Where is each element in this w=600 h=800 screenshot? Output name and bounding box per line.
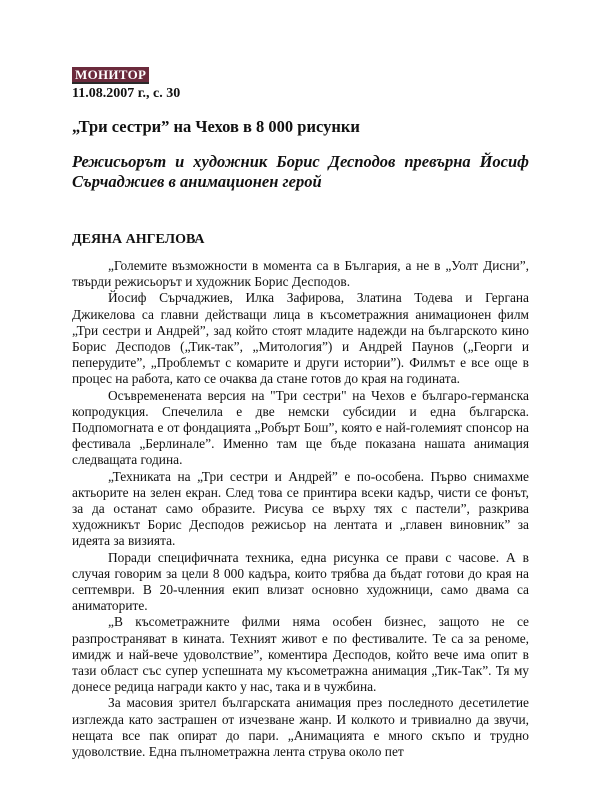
paragraph-1: „Големите възможности в момента са в България, а не в „Уолт Дисни”, твърди режисьорът и художник Борис Десподов. (72, 258, 529, 290)
article-page (72, 66, 529, 760)
publication-logo: МОНИТОР (72, 67, 149, 84)
paragraph-3: Осъвременената версия на "Три сестри" на Чехов е българо-германска копродукция. Спечелила е две немски субсидии и една българска. Подпомогната е от фондацията „Робърт Бош”, която е най-големият спонсор на фестивала „Берлинале”. Именно там ще бъде показана нашата анимация следващата година. (72, 387, 529, 468)
dateline: 11.08.2007 г., с. 30 (72, 86, 181, 101)
article-title: „Три сестри” на Чехов в 8 000 рисунки (72, 117, 360, 136)
paragraph-4: „Техниката на „Три сестри и Андрей” е по-особена. Първо снимахме актьорите на зелен екран. След това се принтира всеки кадър, чисти се фонът, за да останат само образите. Рисува се върху тях с пастели”, разкрива художникът Борис Десподов режисьор на лентата и „главен виновник” за идеята за визията. (72, 468, 529, 549)
paragraph-6: „В късометражните филми няма особен бизнес, защото не се разпространяват в кината. Техният живот е по фестивалите. Те са за реноме, имидж и най-вече удоволствие”, коментира Десподов, който вече има опит в тази област със супер успешната му късометражна анимация „Тик-Так”. Тя му донесе редица награди както у нас, така и в чужбина. (72, 614, 529, 695)
paragraph-5: Поради специфичната техника, една рисунка се прави с часове. А в случая говорим за цели 8 000 кадъра, които трябва да бъдат готови до края на септември. В 20-членния екип влизат основно художници, само двама са аниматорите. (72, 549, 529, 614)
paragraph-7: За масовия зрител българската анимация през последното десетилетие изглежда като застрашен от изчезване жанр. И колкото и тривиално да звучи, нещата все пак опират до пари. „Анимацията е много скъпо и трудно удоволствие. Една пълнометражна лента струва около пет (72, 695, 529, 760)
paragraph-2: Йосиф Сърчаджиев, Илка Зафирова, Златина Тодева и Гергана Джикелова са главни действащи лица в късометражния анимационен филм „Три сестри и Андрей”, зад който стоят младите надежди на българското кино Борис Десподов („Тик-так”, „Митология”) и Андрей Паунов („Георги и пеперудите”, „Проблемът с комарите и други истории”). Филмът е все още в процес на работа, като се очаква да стане готов до края на годината. (72, 290, 529, 387)
article-author: ДЕЯНА АНГЕЛОВА (72, 232, 205, 247)
article-body (72, 258, 529, 760)
article-subtitle: Режисьорът и художник Борис Десподов превърна Йосиф Сърчаджиев в анимационен герой (72, 152, 529, 191)
